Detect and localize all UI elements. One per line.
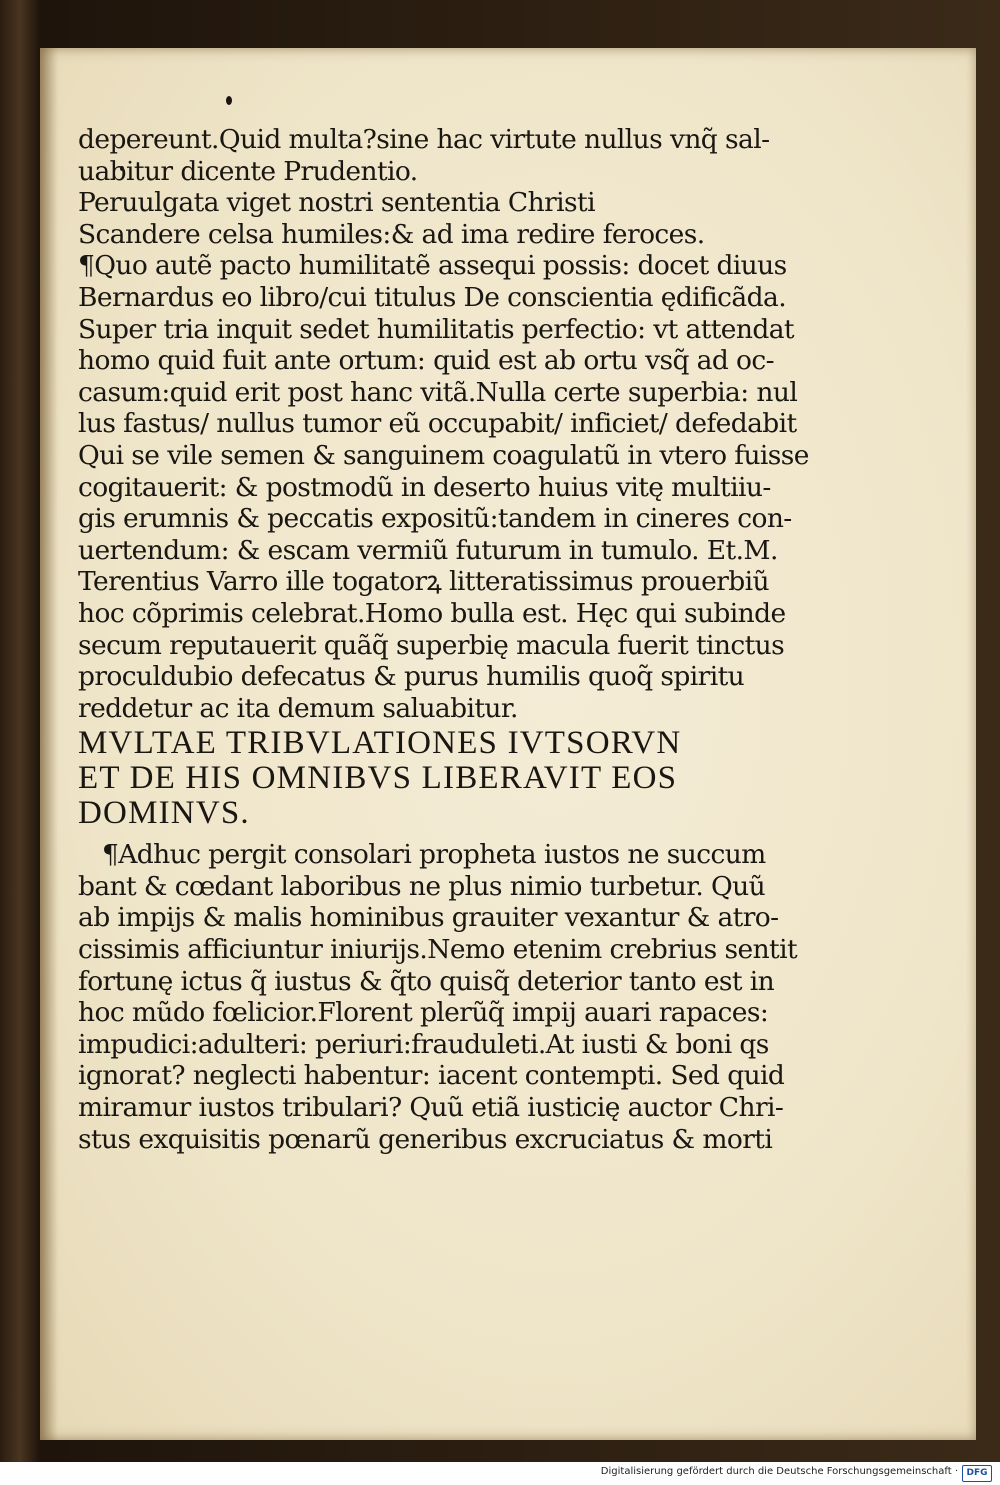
text-line: proculdubio defecatus & purus humilis quoq̃ spiritu xyxy=(78,661,745,693)
text-line: impudici:adulteri: periuri:frauduleti.At iusti & boni qs xyxy=(78,1028,769,1060)
text-line: Qui se vile semen & sanguinem coagulatũ in vtero fuisse xyxy=(78,439,809,471)
text-line: cissimis afficiuntur iniurijs.Nemo etenim crebrius sentit xyxy=(78,934,798,966)
text-line: miramur iustos tribulari? Quũ etiã iusticię auctor Chri- xyxy=(78,1092,784,1124)
text-line: secum reputauerit quãq̃ superbię macula fuerit tinctus xyxy=(78,629,785,661)
text-line: Bernardus eo libro/cui titulus De conscientia ędificãda. xyxy=(78,281,787,313)
page-text xyxy=(78,124,809,1155)
text-line: depereunt.Quid multa?sine hac virtute nullus vnq̃ sal- xyxy=(78,124,770,155)
text-line: homo quid fuit ante ortum: quid est ab ortu vsq̃ ad oc- xyxy=(78,345,774,377)
text-line: Terentius Varro ille togatorꝝ litteratissimus prouerbiũ xyxy=(78,566,769,598)
text-line: casum:quid erit post hanc vitã.Nulla certe superbia: nul xyxy=(78,376,798,408)
heading-line: ET DE HIS OMNIBVS LIBERAVIT EOS xyxy=(78,760,678,797)
section-heading xyxy=(78,726,778,831)
footer-bar xyxy=(0,1462,1000,1485)
text-line: uabitur dicente Prudentio. xyxy=(78,155,418,187)
text-line: gis erumnis & peccatis expositũ:tandem in cineres con- xyxy=(78,503,792,535)
funding-credit: Digitalisierung gefördert durch die Deutsche Forschungsgemeinschaft · xyxy=(600,1466,958,1477)
text-line: hoc cõprimis celebrat.Homo bulla est. Hęc qui subinde xyxy=(78,597,786,629)
text-line: Super tria inquit sedet humilitatis perfectio: vt attendat xyxy=(78,313,794,345)
text-line: fortunę ictus q̃ iustus & q̃to quisq̃ deterior tanto est in xyxy=(78,965,775,997)
text-line: ¶Adhuc pergit consolari propheta iustos ne succum xyxy=(102,839,766,871)
ink-dot xyxy=(226,96,232,105)
heading-line: MVLTAE TRIBVLATIONES IVTSORVN xyxy=(78,725,682,762)
page-spine-shadow xyxy=(40,48,58,1440)
text-line: ¶Quo autẽ pacto humilitatẽ assequi possis: docet diuus xyxy=(78,250,787,282)
text-line: ab impijs & malis hominibus grauiter vexantur & atro- xyxy=(78,902,779,934)
text-line: uertendum: & escam vermiũ futurum in tumulo. Et.M. xyxy=(78,534,778,566)
text-line: stus exquisitis pœnarũ generibus excruciatus & morti xyxy=(78,1123,773,1155)
text-line: Scandere celsa humiles:& ad ima redire feroces. xyxy=(78,218,705,250)
text-line: ignorat? neglecti habentur: iacent contempti. Sed quid xyxy=(78,1060,785,1092)
text-line: Peruulgata viget nostri sententia Christi xyxy=(78,187,595,219)
dfg-logo[interactable]: DFG xyxy=(962,1465,992,1482)
text-line: reddetur ac ita demum saluabitur. xyxy=(78,692,518,724)
text-line: cogitauerit: & postmodũ in deserto huius vitę multiiu- xyxy=(78,471,771,503)
text-line: bant & cœdant laboribus ne plus nimio turbetur. Quũ xyxy=(78,870,766,902)
text-line: hoc mũdo fœlicior.Florent plerũq̃ impij auari rapaces: xyxy=(78,997,769,1029)
text-line: lus fastus/ nullus tumor eũ occupabit/ inficiet/ defedabit xyxy=(78,408,797,440)
heading-line: DOMINVS. xyxy=(78,795,250,832)
